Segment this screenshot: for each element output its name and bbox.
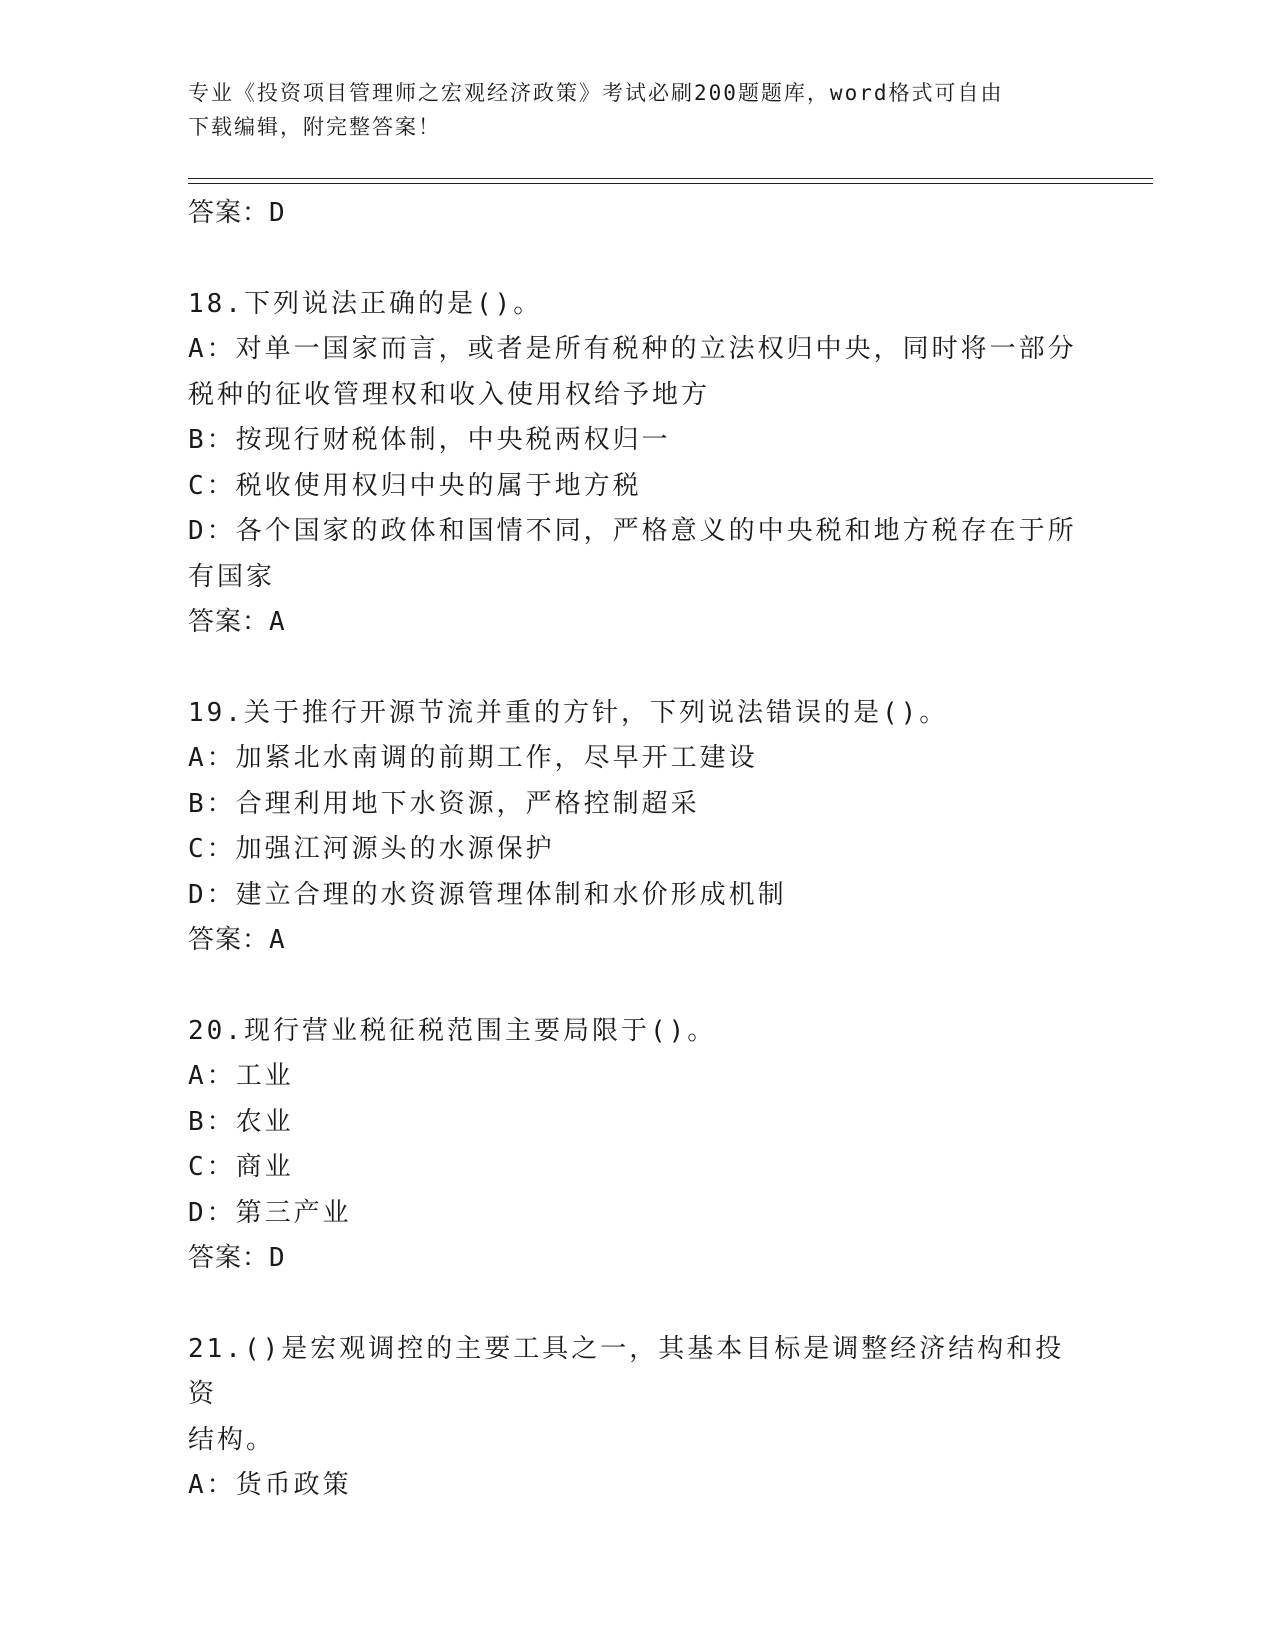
option-d-continued: 有国家 bbox=[188, 561, 276, 592]
answer-value: D bbox=[269, 198, 286, 228]
option-c: C：商业 bbox=[188, 1152, 294, 1182]
option-a: A：货币政策 bbox=[188, 1470, 352, 1500]
answer-line bbox=[188, 918, 1088, 964]
answer-label: 答案： bbox=[188, 925, 270, 955]
answer-line bbox=[188, 1236, 1088, 1282]
option-d: D：各个国家的政体和国情不同，严格意义的中央税和地方税存在于所 bbox=[188, 516, 1077, 546]
answer-line bbox=[188, 600, 1088, 646]
answer-label: 答案： bbox=[188, 1243, 270, 1273]
header-divider-thin bbox=[188, 183, 1153, 184]
question-item bbox=[188, 691, 1088, 964]
option-a: A：工业 bbox=[188, 1061, 294, 1091]
option-a: A：对单一国家而言，或者是所有税种的立法权归中央，同时将一部分 bbox=[188, 334, 1077, 364]
option-d: D：第三产业 bbox=[188, 1197, 352, 1228]
document-header bbox=[188, 76, 1088, 144]
header-divider-thick bbox=[188, 178, 1153, 179]
option-b: B：按现行财税体制，中央税两权归一 bbox=[188, 425, 671, 455]
option-c: C：加强江河源头的水源保护 bbox=[188, 834, 555, 864]
question-stem: 20.现行营业税征税范围主要局限于()。 bbox=[188, 1015, 717, 1046]
question-stem: 18.下列说法正确的是()。 bbox=[188, 288, 543, 319]
answer-value: A bbox=[269, 925, 286, 955]
question-stem-continued: 结构。 bbox=[188, 1424, 276, 1455]
header-line-2: 下载编辑，附完整答案！ bbox=[188, 115, 441, 139]
option-b: B：合理利用地下水资源，严格控制超采 bbox=[188, 788, 700, 819]
question-stem: 19.关于推行开源节流并重的方针，下列说法错误的是()。 bbox=[188, 697, 949, 728]
answer-label: 答案： bbox=[188, 198, 270, 228]
answer-value: A bbox=[269, 607, 286, 637]
question-item bbox=[188, 282, 1088, 646]
answer-label: 答案： bbox=[188, 607, 270, 637]
answer-line bbox=[188, 191, 1088, 237]
header-line-1: 专业《投资项目管理师之宏观经济政策》考试必刷200题题库，word格式可自由 bbox=[188, 81, 1004, 105]
question-item bbox=[188, 1327, 1088, 1509]
option-a: A：加紧北水南调的前期工作，尽早开工建设 bbox=[188, 743, 758, 773]
question-list bbox=[188, 191, 1088, 1509]
option-b: B：农业 bbox=[188, 1106, 294, 1137]
option-a-continued: 税种的征收管理权和收入使用权给予地方 bbox=[188, 379, 711, 410]
option-d: D：建立合理的水资源管理体制和水价形成机制 bbox=[188, 879, 787, 910]
question-stem: 21.()是宏观调控的主要工具之一，其基本目标是调整经济结构和投资 bbox=[188, 1333, 1065, 1409]
option-c: C：税收使用权归中央的属于地方税 bbox=[188, 470, 642, 501]
answer-value: D bbox=[269, 1243, 286, 1273]
question-item bbox=[188, 1009, 1088, 1282]
